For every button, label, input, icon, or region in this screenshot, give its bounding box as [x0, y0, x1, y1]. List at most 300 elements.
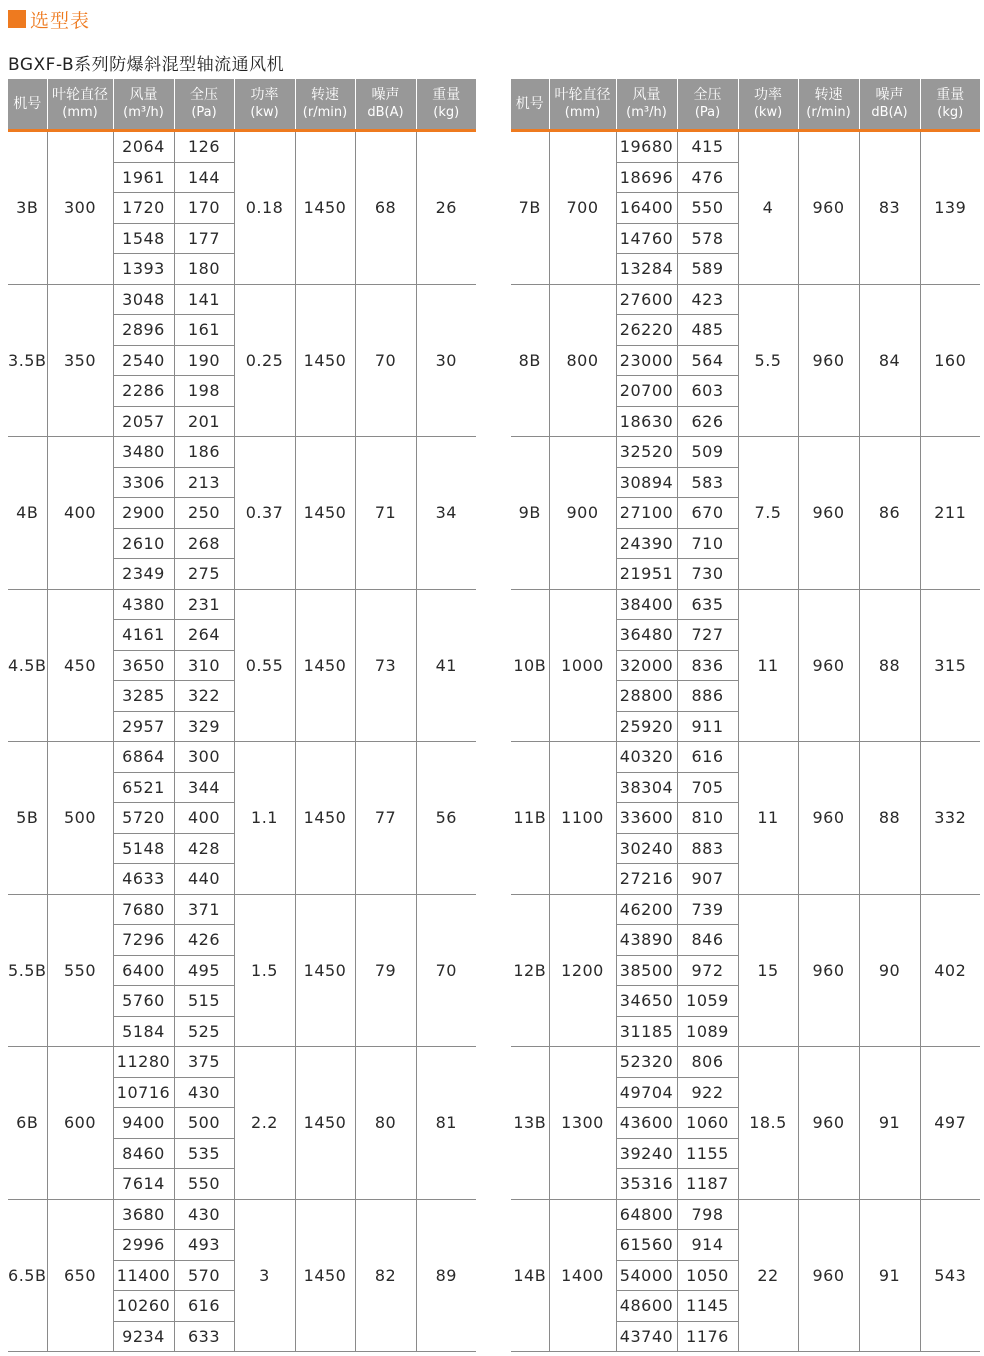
noise-cell: 83 — [859, 131, 920, 285]
airflow-cell: 21951 — [616, 559, 677, 590]
table-row — [511, 437, 980, 468]
airflow-cell: 43600 — [616, 1108, 677, 1139]
header-label: 重量 — [432, 87, 461, 103]
header-row — [8, 79, 476, 131]
pressure-cell: 578 — [677, 223, 738, 254]
airflow-cell: 1720 — [113, 193, 174, 224]
airflow-cell: 11400 — [113, 1260, 174, 1291]
header-row — [511, 79, 980, 131]
power-cell: 5.5 — [738, 284, 798, 437]
airflow-cell: 32520 — [616, 437, 677, 468]
speed-cell: 960 — [798, 131, 859, 285]
model-cell: 3.5B — [8, 284, 47, 437]
header-power — [234, 79, 295, 131]
table-row — [8, 131, 476, 163]
pressure-cell: 1145 — [677, 1291, 738, 1322]
header-model — [511, 79, 549, 131]
airflow-cell: 5760 — [113, 986, 174, 1017]
header-unit: (kw) — [250, 105, 279, 120]
model-cell: 3B — [8, 131, 47, 285]
pressure-cell: 493 — [174, 1230, 234, 1261]
airflow-cell: 3650 — [113, 650, 174, 681]
header-unit: (kg) — [937, 105, 964, 120]
power-cell: 3 — [234, 1199, 295, 1352]
power-cell: 0.37 — [234, 437, 295, 590]
airflow-cell: 18630 — [616, 406, 677, 437]
pressure-cell: 806 — [677, 1047, 738, 1078]
pressure-cell: 180 — [174, 254, 234, 285]
header-power — [738, 79, 798, 131]
header-unit: (m³/h) — [123, 105, 164, 120]
speed-cell: 1450 — [295, 894, 355, 1047]
header-airflow — [616, 79, 677, 131]
header-unit: dB(A) — [367, 105, 404, 120]
header-model — [8, 79, 47, 131]
header-diameter — [549, 79, 616, 131]
airflow-cell: 43890 — [616, 925, 677, 956]
noise-cell: 88 — [859, 742, 920, 895]
header-unit: dB(A) — [871, 105, 908, 120]
noise-cell: 71 — [355, 437, 416, 590]
header-unit: (r/min) — [806, 105, 851, 120]
model-cell: 6.5B — [8, 1199, 47, 1352]
pressure-cell: 440 — [174, 864, 234, 895]
model-cell: 11B — [511, 742, 549, 895]
power-cell: 18.5 — [738, 1047, 798, 1200]
pressure-cell: 426 — [174, 925, 234, 956]
airflow-cell: 26220 — [616, 315, 677, 346]
noise-cell: 80 — [355, 1047, 416, 1200]
pressure-cell: 400 — [174, 803, 234, 834]
pressure-cell: 1155 — [677, 1138, 738, 1169]
pressure-cell: 500 — [174, 1108, 234, 1139]
airflow-cell: 13284 — [616, 254, 677, 285]
header-weight — [416, 79, 476, 131]
table-row — [511, 131, 980, 163]
diameter-cell: 300 — [47, 131, 113, 285]
diameter-cell: 400 — [47, 437, 113, 590]
pressure-cell: 972 — [677, 955, 738, 986]
pressure-cell: 616 — [174, 1291, 234, 1322]
airflow-cell: 48600 — [616, 1291, 677, 1322]
pressure-cell: 1187 — [677, 1169, 738, 1200]
pressure-cell: 264 — [174, 620, 234, 651]
table-row — [8, 1047, 476, 1078]
product-series-title: BGXF-B系列防爆斜混型轴流通风机 — [8, 55, 285, 75]
weight-cell: 543 — [920, 1199, 980, 1352]
pressure-cell: 231 — [174, 589, 234, 620]
pressure-cell: 268 — [174, 528, 234, 559]
pressure-cell: 525 — [174, 1016, 234, 1047]
airflow-cell: 9400 — [113, 1108, 174, 1139]
airflow-cell: 10260 — [113, 1291, 174, 1322]
pressure-cell: 275 — [174, 559, 234, 590]
header-unit: (kg) — [433, 105, 460, 120]
airflow-cell: 39240 — [616, 1138, 677, 1169]
power-cell: 0.55 — [234, 589, 295, 742]
header-speed — [798, 79, 859, 131]
weight-cell: 70 — [416, 894, 476, 1047]
airflow-cell: 18696 — [616, 162, 677, 193]
pressure-cell: 535 — [174, 1138, 234, 1169]
pressure-cell: 430 — [174, 1199, 234, 1230]
airflow-cell: 2896 — [113, 315, 174, 346]
airflow-cell: 34650 — [616, 986, 677, 1017]
airflow-cell: 4380 — [113, 589, 174, 620]
header-unit: (Pa) — [191, 105, 217, 120]
pressure-cell: 1176 — [677, 1321, 738, 1352]
airflow-cell: 10716 — [113, 1077, 174, 1108]
pressure-cell: 846 — [677, 925, 738, 956]
pressure-cell: 186 — [174, 437, 234, 468]
orange-square-icon — [8, 10, 26, 28]
pressure-cell: 907 — [677, 864, 738, 895]
noise-cell: 77 — [355, 742, 416, 895]
diameter-cell: 600 — [47, 1047, 113, 1200]
airflow-cell: 2610 — [113, 528, 174, 559]
header-pressure — [677, 79, 738, 131]
noise-cell: 79 — [355, 894, 416, 1047]
header-label: 功率 — [754, 87, 782, 103]
noise-cell: 91 — [859, 1199, 920, 1352]
diameter-cell: 350 — [47, 284, 113, 437]
header-label: 功率 — [250, 87, 279, 103]
pressure-cell: 1060 — [677, 1108, 738, 1139]
power-cell: 11 — [738, 742, 798, 895]
pressure-cell: 509 — [677, 437, 738, 468]
model-cell: 14B — [511, 1199, 549, 1352]
airflow-cell: 5184 — [113, 1016, 174, 1047]
pressure-cell: 603 — [677, 376, 738, 407]
pressure-cell: 161 — [174, 315, 234, 346]
airflow-cell: 3048 — [113, 284, 174, 315]
airflow-cell: 7296 — [113, 925, 174, 956]
diameter-cell: 500 — [47, 742, 113, 895]
power-cell: 15 — [738, 894, 798, 1047]
pressure-cell: 198 — [174, 376, 234, 407]
pressure-cell: 616 — [677, 742, 738, 773]
header-airflow — [113, 79, 174, 131]
airflow-cell: 19680 — [616, 131, 677, 163]
weight-cell: 89 — [416, 1199, 476, 1352]
speed-cell: 960 — [798, 742, 859, 895]
pressure-cell: 883 — [677, 833, 738, 864]
header-label: 机号 — [515, 95, 544, 112]
pressure-cell: 495 — [174, 955, 234, 986]
weight-cell: 497 — [920, 1047, 980, 1200]
airflow-cell: 1548 — [113, 223, 174, 254]
pressure-cell: 710 — [677, 528, 738, 559]
airflow-cell: 6864 — [113, 742, 174, 773]
diameter-cell: 900 — [549, 437, 616, 590]
header-label: 叶轮直径 — [554, 87, 611, 103]
noise-cell: 68 — [355, 131, 416, 285]
pressure-cell: 1050 — [677, 1260, 738, 1291]
header-noise — [859, 79, 920, 131]
pressure-cell: 836 — [677, 650, 738, 681]
table-row — [8, 742, 476, 773]
pressure-cell: 911 — [677, 711, 738, 742]
diameter-cell: 650 — [47, 1199, 113, 1352]
speed-cell: 1450 — [295, 131, 355, 285]
airflow-cell: 43740 — [616, 1321, 677, 1352]
pressure-cell: 177 — [174, 223, 234, 254]
section-header — [8, 6, 90, 32]
airflow-cell: 8460 — [113, 1138, 174, 1169]
pressure-cell: 375 — [174, 1047, 234, 1078]
table-row — [511, 1047, 980, 1078]
diameter-cell: 1300 — [549, 1047, 616, 1200]
airflow-cell: 2957 — [113, 711, 174, 742]
diameter-cell: 1400 — [549, 1199, 616, 1352]
diameter-cell: 1100 — [549, 742, 616, 895]
airflow-cell: 28800 — [616, 681, 677, 712]
airflow-cell: 36480 — [616, 620, 677, 651]
pressure-cell: 201 — [174, 406, 234, 437]
airflow-cell: 16400 — [616, 193, 677, 224]
noise-cell: 73 — [355, 589, 416, 742]
header-unit: (mm) — [62, 105, 98, 120]
header-label: 重量 — [936, 87, 965, 103]
diameter-cell: 1000 — [549, 589, 616, 742]
pressure-cell: 371 — [174, 894, 234, 925]
power-cell: 7.5 — [738, 437, 798, 590]
weight-cell: 41 — [416, 589, 476, 742]
airflow-cell: 33600 — [616, 803, 677, 834]
header-label: 风量 — [129, 87, 158, 103]
pressure-cell: 126 — [174, 131, 234, 163]
pressure-cell: 739 — [677, 894, 738, 925]
speed-cell: 960 — [798, 589, 859, 742]
pressure-cell: 635 — [677, 589, 738, 620]
noise-cell: 88 — [859, 589, 920, 742]
airflow-cell: 9234 — [113, 1321, 174, 1352]
header-weight — [920, 79, 980, 131]
header-unit: (Pa) — [694, 105, 721, 120]
airflow-cell: 4633 — [113, 864, 174, 895]
model-cell: 6B — [8, 1047, 47, 1200]
pressure-cell: 626 — [677, 406, 738, 437]
table-row — [8, 894, 476, 925]
airflow-cell: 2064 — [113, 131, 174, 163]
header-label: 噪声 — [875, 87, 904, 103]
power-cell: 2.2 — [234, 1047, 295, 1200]
pressure-cell: 310 — [174, 650, 234, 681]
airflow-cell: 27100 — [616, 498, 677, 529]
table-row — [511, 742, 980, 773]
speed-cell: 960 — [798, 1047, 859, 1200]
pressure-cell: 485 — [677, 315, 738, 346]
airflow-cell: 30240 — [616, 833, 677, 864]
pressure-cell: 564 — [677, 345, 738, 376]
header-label: 叶轮直径 — [52, 87, 108, 103]
airflow-cell: 25920 — [616, 711, 677, 742]
speed-cell: 960 — [798, 437, 859, 590]
table-row — [511, 1199, 980, 1230]
table-row — [8, 284, 476, 315]
table-row — [8, 589, 476, 620]
airflow-cell: 6521 — [113, 772, 174, 803]
airflow-cell: 2900 — [113, 498, 174, 529]
selection-table-left — [8, 79, 476, 1352]
header-unit: (m³/h) — [626, 105, 667, 120]
noise-cell: 90 — [859, 894, 920, 1047]
pressure-cell: 476 — [677, 162, 738, 193]
pressure-cell: 705 — [677, 772, 738, 803]
weight-cell: 332 — [920, 742, 980, 895]
noise-cell: 84 — [859, 284, 920, 437]
airflow-cell: 38500 — [616, 955, 677, 986]
weight-cell: 30 — [416, 284, 476, 437]
airflow-cell: 3285 — [113, 681, 174, 712]
model-cell: 4.5B — [8, 589, 47, 742]
pressure-cell: 515 — [174, 986, 234, 1017]
pressure-cell: 886 — [677, 681, 738, 712]
speed-cell: 1450 — [295, 589, 355, 742]
weight-cell: 315 — [920, 589, 980, 742]
pressure-cell: 423 — [677, 284, 738, 315]
pressure-cell: 170 — [174, 193, 234, 224]
header-pressure — [174, 79, 234, 131]
pressure-cell: 190 — [174, 345, 234, 376]
model-cell: 4B — [8, 437, 47, 590]
weight-cell: 34 — [416, 437, 476, 590]
airflow-cell: 52320 — [616, 1047, 677, 1078]
pressure-cell: 329 — [174, 711, 234, 742]
pressure-cell: 670 — [677, 498, 738, 529]
model-cell: 10B — [511, 589, 549, 742]
speed-cell: 1450 — [295, 1199, 355, 1352]
header-diameter — [47, 79, 113, 131]
header-unit: (r/min) — [302, 105, 348, 120]
airflow-cell: 2996 — [113, 1230, 174, 1261]
pressure-cell: 570 — [174, 1260, 234, 1291]
airflow-cell: 61560 — [616, 1230, 677, 1261]
pressure-cell: 1059 — [677, 986, 738, 1017]
header-label: 噪声 — [371, 87, 400, 103]
pressure-cell: 428 — [174, 833, 234, 864]
power-cell: 0.25 — [234, 284, 295, 437]
airflow-cell: 20700 — [616, 376, 677, 407]
pressure-cell: 300 — [174, 742, 234, 773]
airflow-cell: 5148 — [113, 833, 174, 864]
noise-cell: 86 — [859, 437, 920, 590]
airflow-cell: 24390 — [616, 528, 677, 559]
airflow-cell: 3680 — [113, 1199, 174, 1230]
model-cell: 9B — [511, 437, 549, 590]
power-cell: 1.5 — [234, 894, 295, 1047]
speed-cell: 1450 — [295, 437, 355, 590]
speed-cell: 960 — [798, 1199, 859, 1352]
weight-cell: 56 — [416, 742, 476, 895]
diameter-cell: 450 — [47, 589, 113, 742]
airflow-cell: 40320 — [616, 742, 677, 773]
pressure-cell: 798 — [677, 1199, 738, 1230]
model-cell: 8B — [511, 284, 549, 437]
airflow-cell: 31185 — [616, 1016, 677, 1047]
model-cell: 5.5B — [8, 894, 47, 1047]
airflow-cell: 4161 — [113, 620, 174, 651]
power-cell: 11 — [738, 589, 798, 742]
speed-cell: 960 — [798, 284, 859, 437]
speed-cell: 960 — [798, 894, 859, 1047]
airflow-cell: 7614 — [113, 1169, 174, 1200]
airflow-cell: 46200 — [616, 894, 677, 925]
table-row — [8, 437, 476, 468]
model-cell: 13B — [511, 1047, 549, 1200]
airflow-cell: 7680 — [113, 894, 174, 925]
table-row — [511, 589, 980, 620]
noise-cell: 82 — [355, 1199, 416, 1352]
selection-table-right — [511, 79, 980, 1352]
noise-cell: 91 — [859, 1047, 920, 1200]
airflow-cell: 32000 — [616, 650, 677, 681]
airflow-cell: 23000 — [616, 345, 677, 376]
pressure-cell: 727 — [677, 620, 738, 651]
speed-cell: 1450 — [295, 1047, 355, 1200]
airflow-cell: 27216 — [616, 864, 677, 895]
airflow-cell: 5720 — [113, 803, 174, 834]
pressure-cell: 583 — [677, 467, 738, 498]
pressure-cell: 633 — [174, 1321, 234, 1352]
airflow-cell: 54000 — [616, 1260, 677, 1291]
speed-cell: 1450 — [295, 742, 355, 895]
power-cell: 4 — [738, 131, 798, 285]
weight-cell: 160 — [920, 284, 980, 437]
weight-cell: 26 — [416, 131, 476, 285]
header-label: 转速 — [311, 87, 339, 103]
header-label: 风量 — [632, 87, 661, 103]
airflow-cell: 64800 — [616, 1199, 677, 1230]
section-title: 选型表 — [30, 9, 91, 32]
header-label: 全压 — [693, 87, 722, 103]
pressure-cell: 141 — [174, 284, 234, 315]
diameter-cell: 1200 — [549, 894, 616, 1047]
airflow-cell: 11280 — [113, 1047, 174, 1078]
airflow-cell: 49704 — [616, 1077, 677, 1108]
pressure-cell: 415 — [677, 131, 738, 163]
weight-cell: 139 — [920, 131, 980, 285]
airflow-cell: 1393 — [113, 254, 174, 285]
pressure-cell: 810 — [677, 803, 738, 834]
speed-cell: 1450 — [295, 284, 355, 437]
diameter-cell: 800 — [549, 284, 616, 437]
pressure-cell: 144 — [174, 162, 234, 193]
airflow-cell: 6400 — [113, 955, 174, 986]
header-unit: (mm) — [564, 105, 601, 120]
airflow-cell: 35316 — [616, 1169, 677, 1200]
table-row — [511, 284, 980, 315]
weight-cell: 81 — [416, 1047, 476, 1200]
airflow-cell: 3306 — [113, 467, 174, 498]
pressure-cell: 1089 — [677, 1016, 738, 1047]
power-cell: 22 — [738, 1199, 798, 1352]
airflow-cell: 38304 — [616, 772, 677, 803]
pressure-cell: 344 — [174, 772, 234, 803]
diameter-cell: 700 — [549, 131, 616, 285]
airflow-cell: 2057 — [113, 406, 174, 437]
airflow-cell: 3480 — [113, 437, 174, 468]
airflow-cell: 30894 — [616, 467, 677, 498]
header-noise — [355, 79, 416, 131]
table-row — [8, 1199, 476, 1230]
airflow-cell: 2349 — [113, 559, 174, 590]
header-label: 全压 — [190, 87, 218, 103]
power-cell: 1.1 — [234, 742, 295, 895]
header-label: 机号 — [13, 95, 42, 112]
pressure-cell: 730 — [677, 559, 738, 590]
model-cell: 7B — [511, 131, 549, 285]
